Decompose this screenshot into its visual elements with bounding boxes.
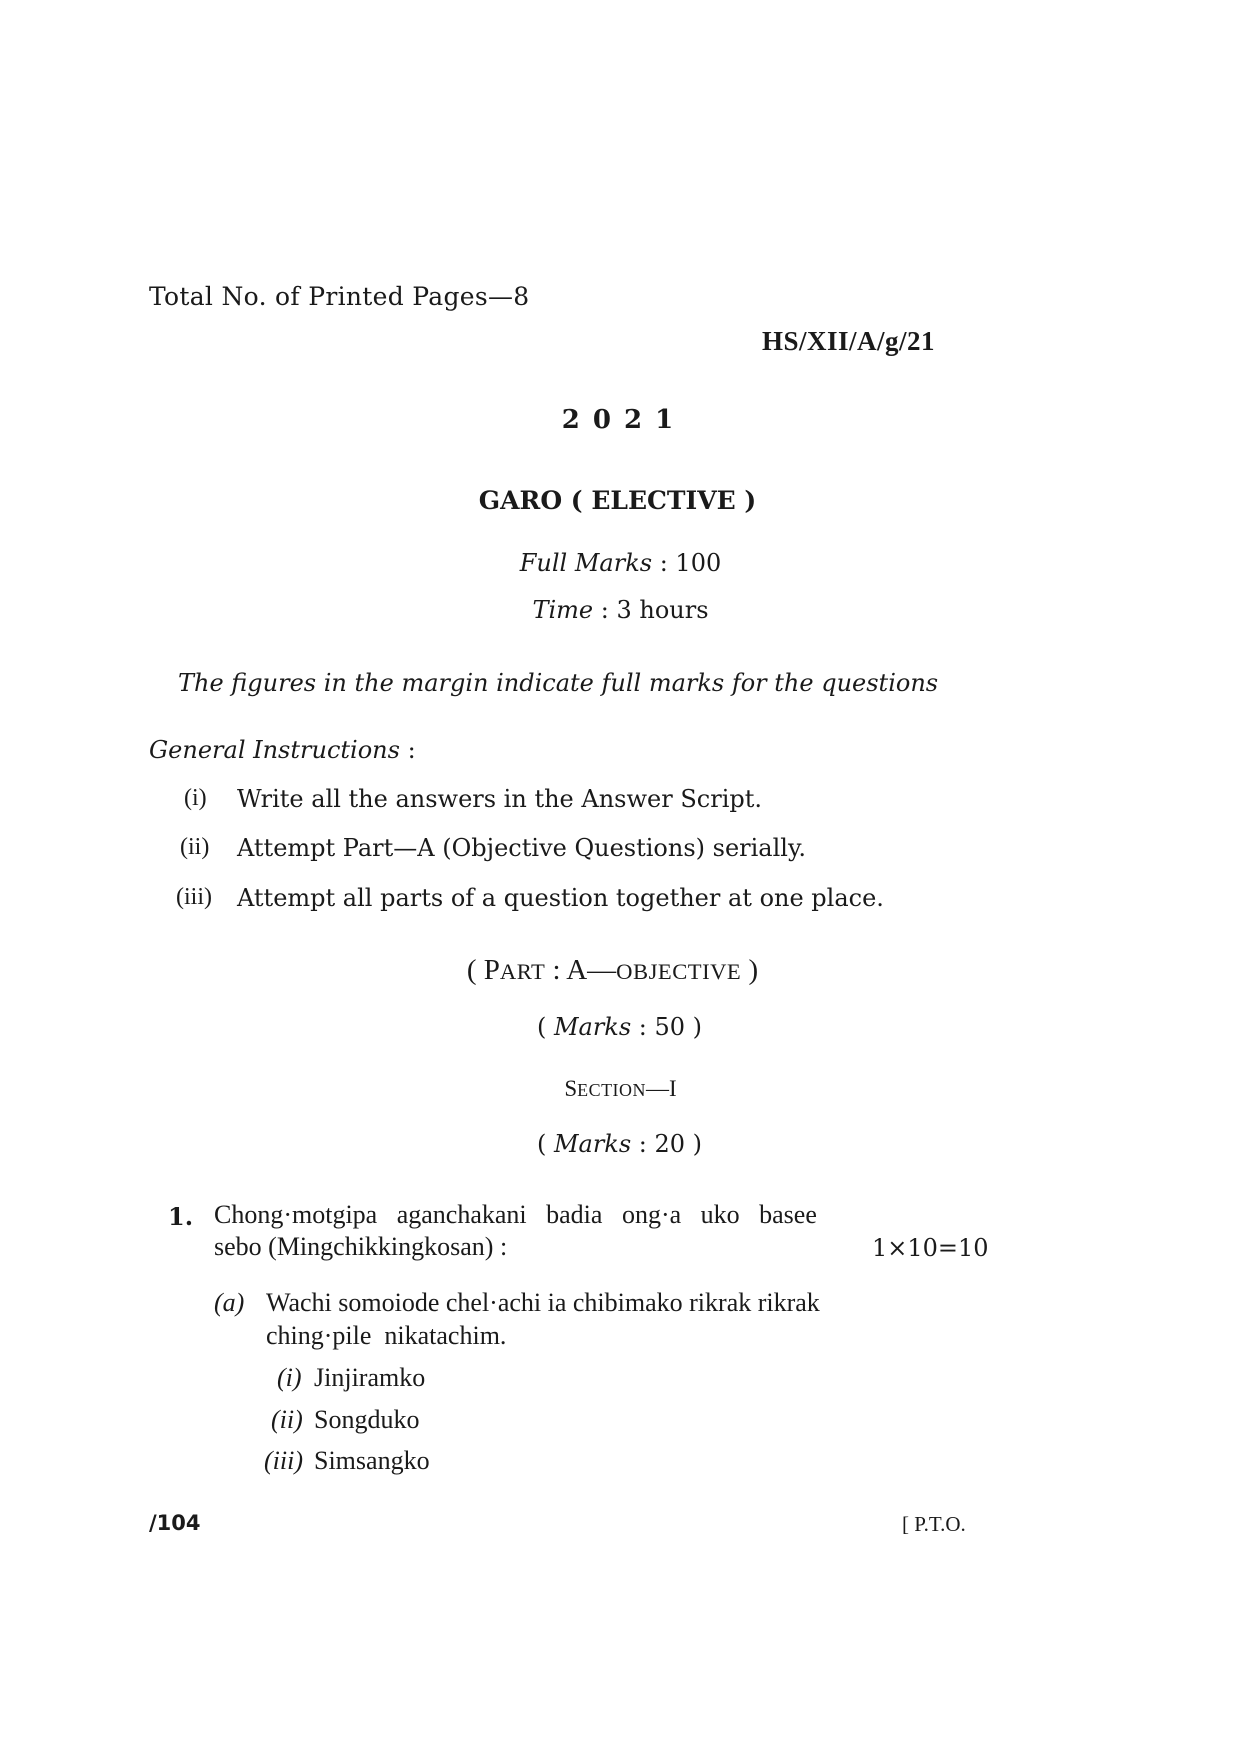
exam-year: 2 0 2 1 bbox=[561, 405, 676, 435]
section-marks: ( Marks : 20 ) bbox=[536, 1130, 703, 1158]
full-marks-value: 100 bbox=[675, 549, 722, 577]
subquestion-text-line1: Wachi somoiode chel·achi ia chibimako rikrak rikrak bbox=[266, 1288, 820, 1317]
pto-note: [ P.T.O. bbox=[902, 1512, 966, 1536]
instruction-number: (iii) bbox=[176, 884, 212, 910]
question-marks: 1×10=10 bbox=[872, 1234, 989, 1262]
general-instructions-heading: General Instructions : bbox=[149, 736, 416, 764]
instruction-text: Write all the answers in the Answer Script. bbox=[237, 785, 762, 813]
time-label: Time bbox=[532, 596, 594, 624]
subquestion-text-line2: ching·pile nikatachim. bbox=[266, 1321, 507, 1350]
question-number: 1. bbox=[168, 1202, 194, 1231]
paper-code: HS/XII/A/g/21 bbox=[762, 326, 936, 356]
instruction-text: Attempt all parts of a question together at one place. bbox=[237, 884, 884, 912]
part-a-marks: ( Marks : 50 ) bbox=[536, 1013, 703, 1041]
page-code: /104 bbox=[149, 1511, 201, 1535]
option-text: Songduko bbox=[314, 1405, 420, 1434]
option-text: Simsangko bbox=[314, 1446, 430, 1475]
total-pages-note: Total No. of Printed Pages—8 bbox=[149, 282, 530, 311]
option-number: (ii) bbox=[271, 1405, 303, 1434]
section-heading: SECTION—I bbox=[564, 1076, 677, 1101]
option-number: (iii) bbox=[264, 1446, 303, 1475]
full-marks-label: Full Marks bbox=[519, 549, 653, 577]
margin-note: The figures in the margin indicate full marks for the questions bbox=[178, 669, 939, 697]
subject-title: GARO ( ELECTIVE ) bbox=[478, 486, 757, 515]
question-text-line1: Chong·motgipa aganchakani badia ong·a uko basee bbox=[214, 1200, 817, 1229]
time-allowed: Time : 3 hours bbox=[532, 596, 709, 624]
option-number: (i) bbox=[277, 1363, 302, 1392]
instruction-number: (ii) bbox=[180, 834, 210, 860]
part-a-heading: ( PART : A—OBJECTIVE ) bbox=[466, 954, 759, 986]
full-marks: Full Marks : 100 bbox=[519, 549, 722, 577]
subquestion-label: (a) bbox=[214, 1288, 245, 1317]
option-text: Jinjiramko bbox=[314, 1363, 426, 1392]
time-value: 3 hours bbox=[616, 596, 709, 624]
instruction-number: (i) bbox=[184, 785, 207, 811]
question-text-line2: sebo (Mingchikkingkosan) : bbox=[214, 1232, 508, 1261]
instruction-text: Attempt Part—A (Objective Questions) serially. bbox=[237, 834, 806, 862]
